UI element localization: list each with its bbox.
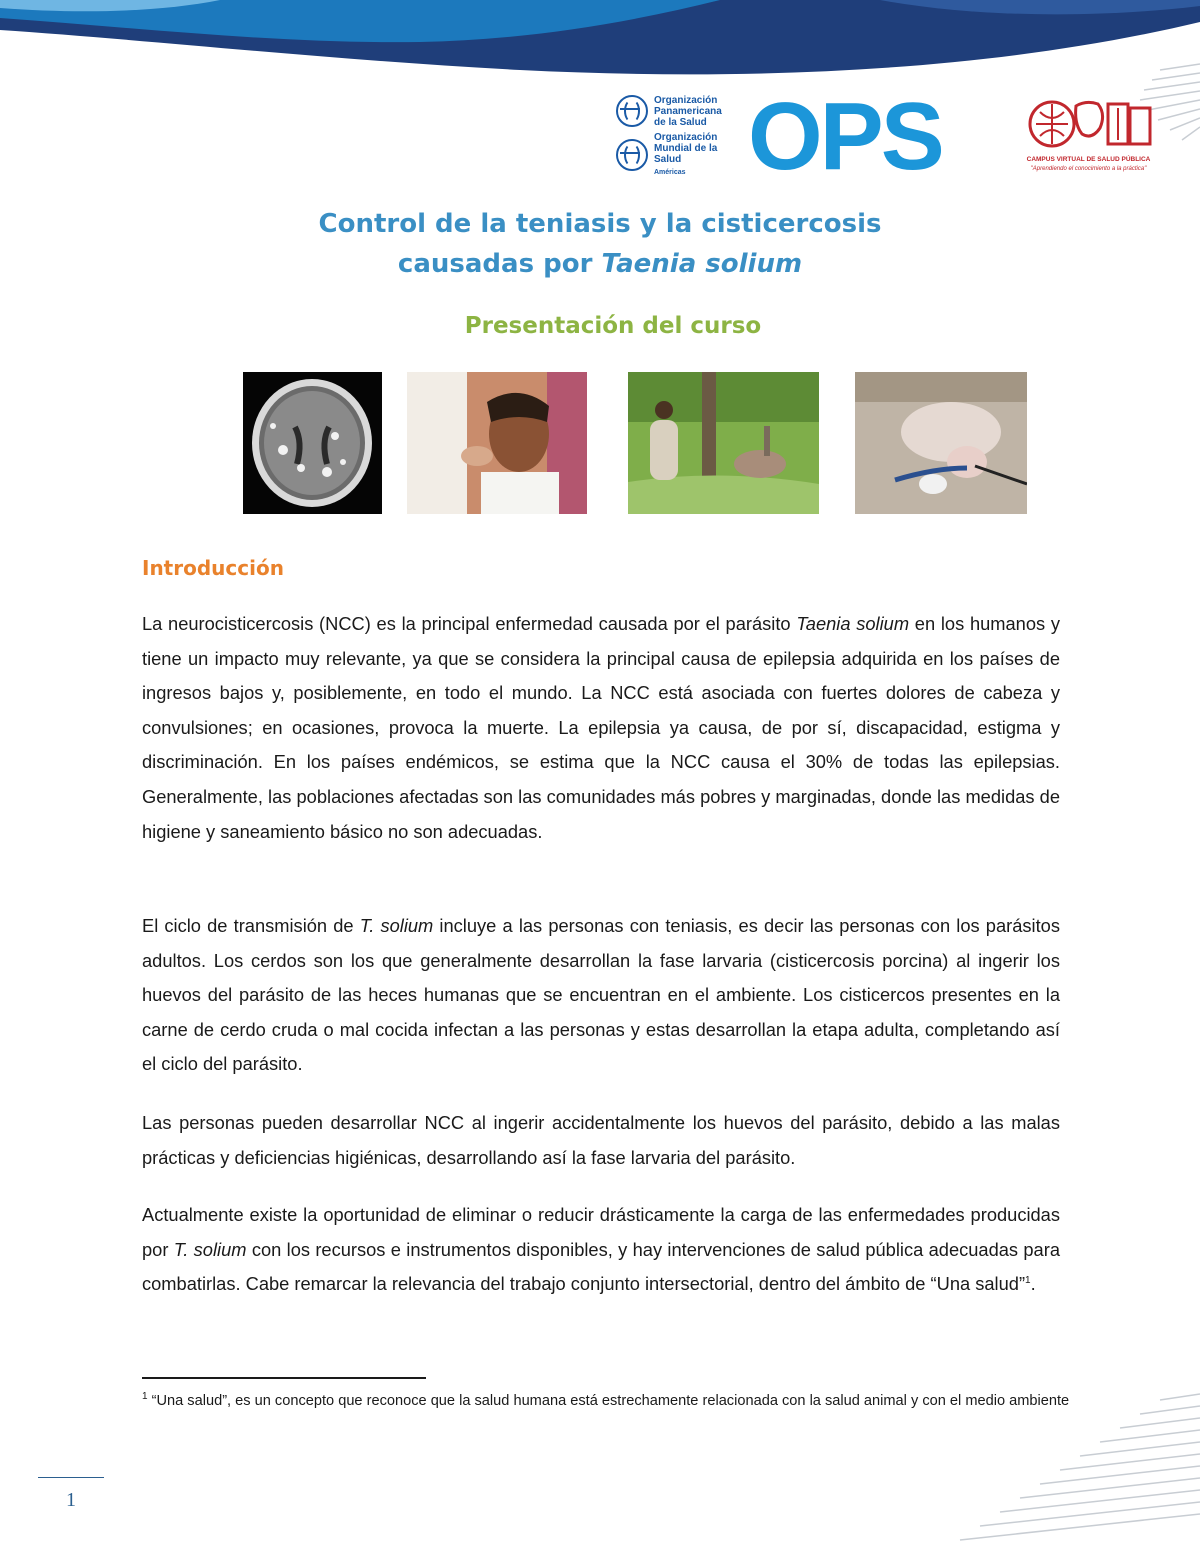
campus-emblem-icon bbox=[1026, 94, 1156, 154]
p4-species: T. solium bbox=[173, 1238, 247, 1260]
p2-text-a: El ciclo de transmisión de bbox=[142, 915, 360, 936]
document-title bbox=[0, 204, 1200, 284]
brain-ct-scan-image bbox=[243, 372, 382, 514]
paragraph-2 bbox=[142, 909, 1060, 1082]
paragraph-3: Las personas pueden desarrollar NCC al ingerir accidentalmente los huevos del parásito, debido a las malas prácticas y deficiencias higiénicas, desarrollando así la fase larvaria del parásito. bbox=[142, 1112, 1060, 1168]
document-subtitle: Presentación del curso bbox=[464, 313, 762, 339]
title-line-2 bbox=[0, 244, 1200, 284]
who-sub: Américas bbox=[654, 169, 686, 176]
page-number: 1 bbox=[66, 1489, 76, 1511]
campus-virtual-logo bbox=[1021, 94, 1161, 180]
paho-who-logo bbox=[616, 92, 742, 180]
campus-tagline: "Aprendiendo el conocimiento a la práctica" bbox=[1030, 166, 1147, 172]
p4-text-b: con los recursos e instrumentos disponibles, y hay intervenciones de salud pública adecuadas para combatirlas. Cabe remarcar la relevancia del trabajo conjunto intersectorial, dentro del ámbito de “Una salud” bbox=[142, 1238, 1060, 1295]
page-number-rule bbox=[38, 1477, 104, 1478]
footnote bbox=[142, 1390, 1102, 1413]
p4-text-a: Actualmente existe la oportunidad de eliminar o reducir drásticamente la carga de las enfermedades producidas por bbox=[142, 1204, 1060, 1260]
footnote-text: “Una salud”, es un concepto que reconoce que la salud humana está estrechamente relacionada con la salud animal y con el medio ambiente bbox=[147, 1393, 1070, 1409]
who-line-1: Organización bbox=[654, 132, 718, 143]
p1-text-a: La neurocisticercosis (NCC) es la principal enfermedad causada por el parásito bbox=[142, 613, 797, 634]
footnote-ref[interactable]: 1 bbox=[1025, 1275, 1031, 1287]
footnote-marker: 1 bbox=[142, 1391, 148, 1403]
paragraph-4 bbox=[142, 1198, 1060, 1302]
child-receiving-medication-image bbox=[407, 372, 587, 514]
globe-icon bbox=[616, 95, 648, 127]
paragraph-1 bbox=[142, 607, 1060, 849]
campus-name: CAMPUS VIRTUAL DE SALUD PÚBLICA bbox=[1026, 156, 1151, 163]
paho-line-3: de la Salud bbox=[654, 116, 707, 128]
title-line-2-prefix: causadas por bbox=[397, 249, 602, 279]
p1-text-b: en los humanos y tiene un impacto muy relevante, ya que se considera la principal causa de epilepsia adquirida en los países de ingresos bajos y, posiblemente, en todo el mundo. La NCC está asociada con fuertes dolores de cabeza y convulsiones; en ocasiones, provoca la muerte. La epilepsia ya causa, de por sí, discapacidad, estigma y discriminación. En los países endémicos, se estima que la NCC causa el 30% de todas las epilepsias. Generalmente, las poblaciones afectadas son las comunidades más pobres y marginadas, donde las medidas de higiene y saneamiento básico no son adecuadas. bbox=[142, 613, 1061, 842]
header-wave bbox=[0, 0, 1200, 100]
who-emblem-icon bbox=[616, 139, 648, 171]
paho-line-1: Organización bbox=[654, 94, 718, 106]
woman-with-pig-image bbox=[628, 372, 819, 514]
pig-examined-image bbox=[855, 372, 1027, 514]
section-heading-introduction: Introducción bbox=[142, 556, 284, 580]
logo-bar bbox=[616, 83, 1156, 190]
footnote-separator bbox=[142, 1377, 426, 1379]
title-species: Taenia solium bbox=[601, 249, 803, 279]
who-line-2: Mundial de la Salud bbox=[654, 143, 718, 165]
p2-text-b: incluye a las personas con teniasis, es decir las personas con los parásitos adultos. Los cerdos son los que generalmente desarrollan la fase larvaria (cisticercosis porcina) al ingerir los huevos del parásito de las heces humanas que se encuentran en el ambiente. Los cisticercos presentes en la carne de cerdo cruda o mal cocida infectan a las personas y estas desarrollan la etapa adulta, completando así el ciclo del parásito. bbox=[142, 915, 1060, 1075]
paho-line-2: Panamericana bbox=[654, 105, 722, 117]
title-line-1: Control de la teniasis y la cisticercosis bbox=[318, 209, 882, 239]
p4-text-c: . bbox=[1030, 1273, 1036, 1295]
p1-species: Taenia solium bbox=[796, 613, 910, 634]
p2-species: T. solium bbox=[359, 915, 434, 936]
brand-logo: OPS bbox=[748, 83, 942, 190]
